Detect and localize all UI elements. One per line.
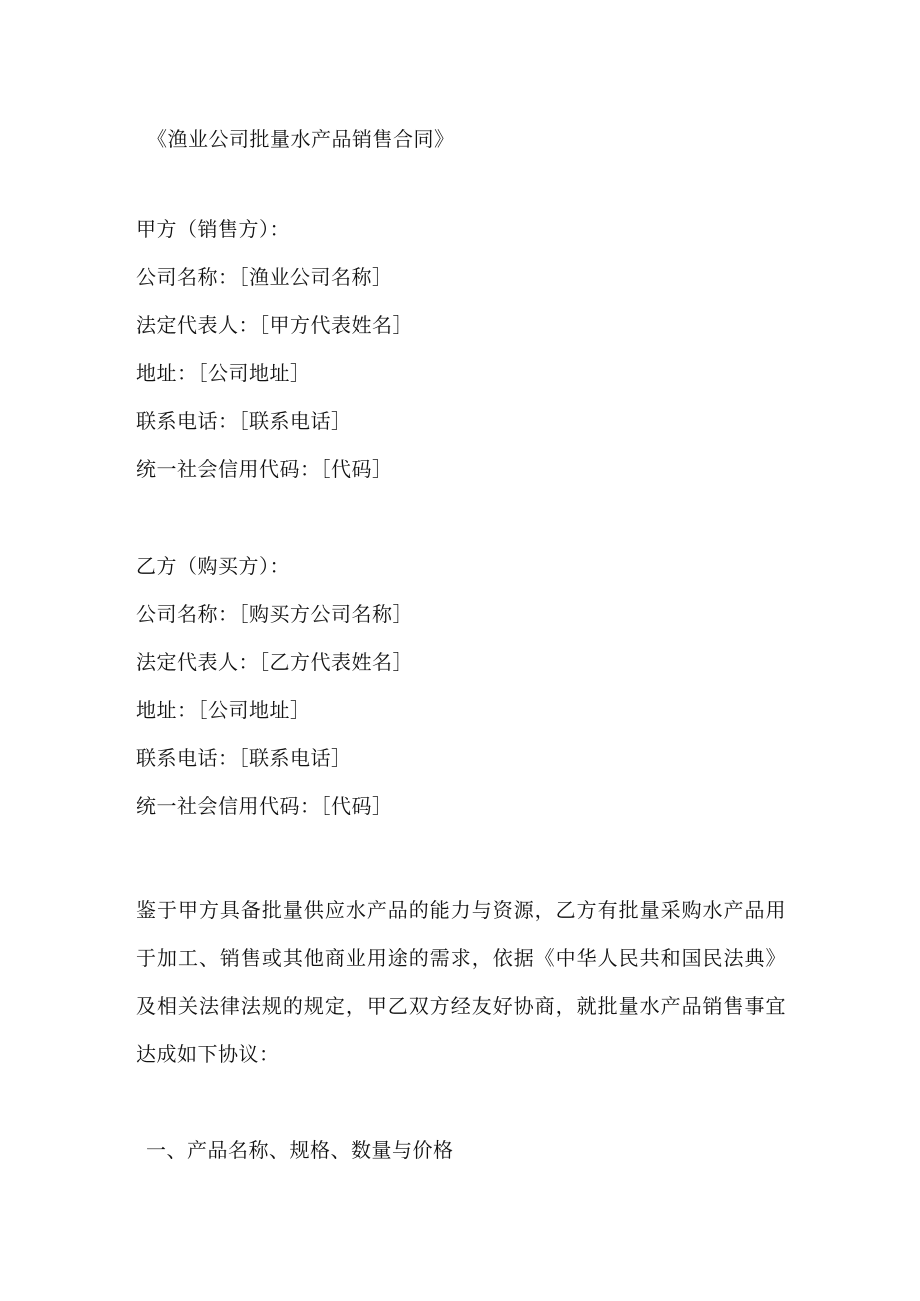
party-a-address: 地址：［公司地址］ (136, 361, 311, 385)
party-b-address: 地址：［公司地址］ (136, 698, 311, 722)
party-a-heading: 甲方（销售方）： (136, 217, 290, 241)
party-a-company: 公司名称：［渔业公司名称］ (136, 265, 393, 289)
party-b-company: 公司名称：［购买方公司名称］ (136, 602, 413, 626)
contract-title: 《渔业公司批量水产品销售合同》 (147, 127, 455, 151)
party-b-phone: 联系电话：［联系电话］ (136, 746, 352, 770)
preamble-paragraph: 鉴于甲方具备批量供应水产品的能力与资源，乙方有批量采购水产品用于加工、销售或其他商业用途的需求，依据《中华人民共和国民法典》及相关法律法规的规定，甲乙双方经友好协商，就批量水产品销售事宜达成如下协议： (136, 898, 786, 1066)
party-a-credit-code: 统一社会信用代码：［代码］ (136, 457, 393, 481)
party-b-heading: 乙方（购买方）： (136, 554, 290, 578)
section-1-heading: 一、产品名称、规格、数量与价格 (146, 1138, 454, 1162)
party-a-phone: 联系电话：［联系电话］ (136, 409, 352, 433)
party-b-credit-code: 统一社会信用代码：［代码］ (136, 794, 393, 818)
party-b-rep: 法定代表人：［乙方代表姓名］ (136, 650, 413, 674)
party-a-rep: 法定代表人：［甲方代表姓名］ (136, 313, 413, 337)
